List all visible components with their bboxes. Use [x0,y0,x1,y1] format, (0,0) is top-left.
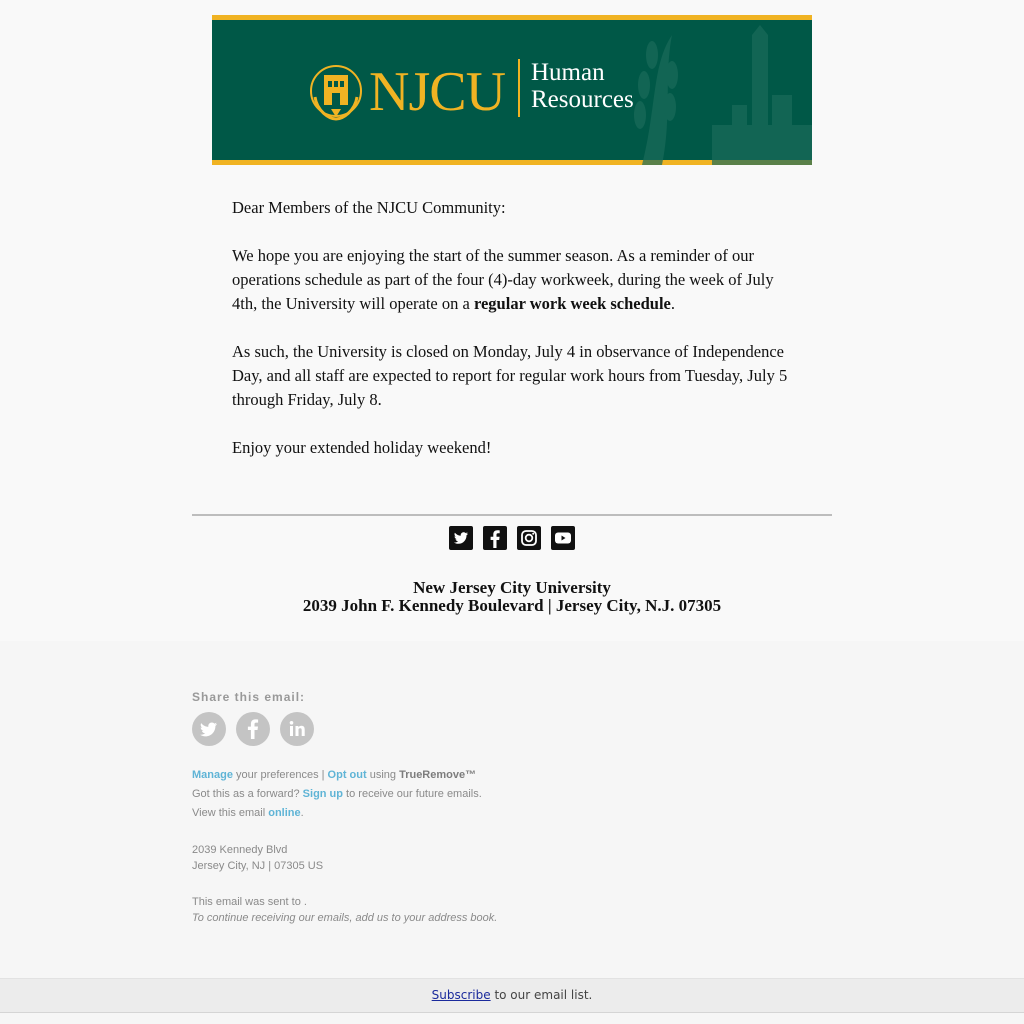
address-line-2: Jersey City, NJ | 07305 US [192,860,324,872]
paragraph-3: Enjoy your extended holiday weekend! [232,438,492,457]
view-online-line [192,804,832,823]
sender-address [192,842,832,874]
department-line-2: Resources [531,86,634,113]
header-banner [212,15,812,165]
sign-up-link[interactable]: Sign up [302,788,343,800]
address-book-notice: To continue receiving our emails, add us to your address book. [192,912,498,924]
trueremove-brand: TrueRemove™ [399,769,477,781]
paragraph-2: As such, the University is closed on Monday, July 4 in observance of Independence Day, and all staff are expected to report for regular work hours from Tuesday, July 5 through Friday, July 8. [232,342,788,409]
university-address: 2039 John F. Kennedy Boulevard | Jersey City, N.J. 07305 [302,596,722,615]
department-name [531,59,634,113]
sent-to-text: This email was sent to . [192,896,307,908]
optout-text: using [366,769,400,781]
paragraph-1-emphasis: regular work week schedule [473,294,671,313]
paragraph-1-text: We hope you are enjoying the start of the summer season. As a reminder of our operations schedule as part of the four (4)-day workweek, during the week of July 4th, the University will operate on a [232,246,774,313]
twitter-icon[interactable] [192,712,226,746]
njcu-seal-icon [307,61,367,123]
social-links [449,526,575,550]
view-end: . [300,807,304,819]
subscribe-text: to our email list. [490,988,593,1002]
recipient-notice [192,894,832,926]
signup-text: to receive our future emails. [343,788,482,800]
paragraph-1-end: . [670,294,675,313]
share-label: Share this email: [192,690,306,704]
subscribe-bar [0,978,1024,1013]
facebook-icon[interactable] [236,712,270,746]
twitter-icon[interactable] [449,526,473,550]
manage-text: your preferences | [232,769,328,781]
share-buttons [192,712,832,746]
subscribe-link[interactable]: Subscribe [431,988,491,1002]
instagram-icon[interactable] [517,526,541,550]
logo-divider [518,59,520,117]
greeting: Dear Members of the NJCU Community: [232,198,506,217]
linkedin-icon[interactable] [280,712,314,746]
paragraph-1 [232,244,792,316]
address-line-1: 2039 Kennedy Blvd [192,844,288,856]
youtube-icon[interactable] [551,526,575,550]
forward-line [192,785,832,804]
opt-out-link[interactable]: Opt out [327,769,367,781]
njcu-wordmark: NJCU [369,61,506,123]
forward-text: Got this as a forward? [192,788,303,800]
njcu-hr-logo[interactable] [307,57,647,127]
manage-link[interactable]: Manage [192,769,233,781]
email-footer [192,690,832,926]
university-name: New Jersey City University [413,578,611,597]
university-info [0,579,1024,615]
message-body [232,196,792,484]
preferences-line [192,766,832,785]
view-text: View this email [192,807,269,819]
department-line-1: Human [531,59,605,86]
facebook-icon[interactable] [483,526,507,550]
view-online-link[interactable]: online [268,807,301,819]
section-divider [192,514,832,516]
